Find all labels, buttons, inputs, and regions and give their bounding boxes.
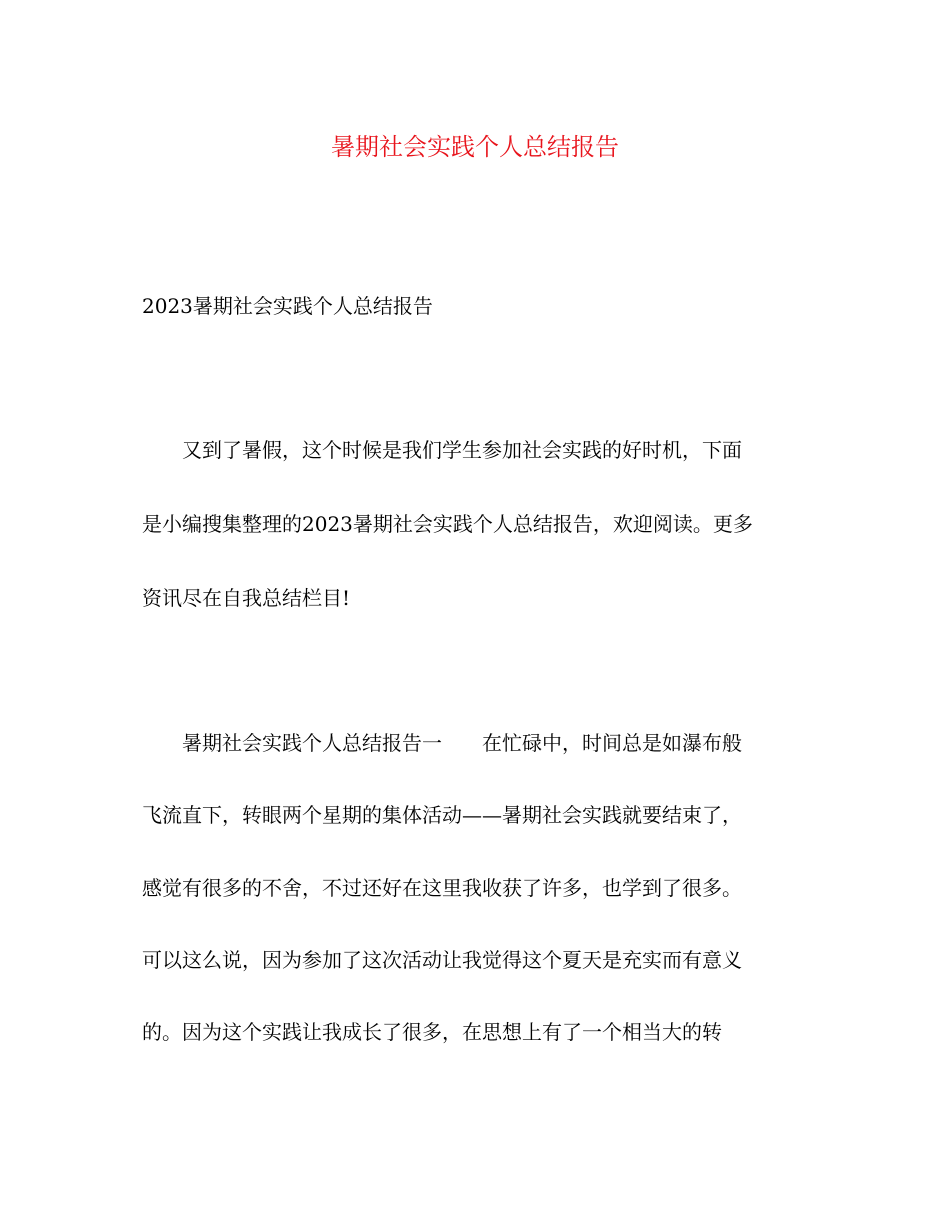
paragraph-2-line-4: 可以这么说，因为参加了这次活动让我觉得这个夏天是充实而有意义 — [142, 948, 742, 972]
paragraph-1-line-3: 资讯尽在自我总结栏目! — [142, 586, 351, 610]
paragraph-1-line-2: 是小编搜集整理的2023暑期社会实践个人总结报告，欢迎阅读。更多 — [142, 512, 753, 536]
paragraph-2-line-3: 感觉有很多的不舍，不过还好在这里我收获了许多，也学到了很多。 — [142, 876, 742, 900]
paragraph-2-line-2: 飞流直下，转眼两个星期的集体活动——暑期社会实践就要结束了， — [142, 803, 742, 827]
paragraph-1-line-1: 又到了暑假，这个时候是我们学生参加社会实践的好时机，下面 — [142, 438, 742, 462]
document-title: 暑期社会实践个人总结报告 — [331, 133, 619, 161]
paragraph-2-line-1: 暑期社会实践个人总结报告一 在忙碌中，时间总是如瀑布般 — [142, 731, 742, 755]
document-subtitle: 2023暑期社会实践个人总结报告 — [142, 294, 433, 318]
paragraph-2-line-5: 的。因为这个实践让我成长了很多，在思想上有了一个相当大的转 — [142, 1020, 722, 1044]
